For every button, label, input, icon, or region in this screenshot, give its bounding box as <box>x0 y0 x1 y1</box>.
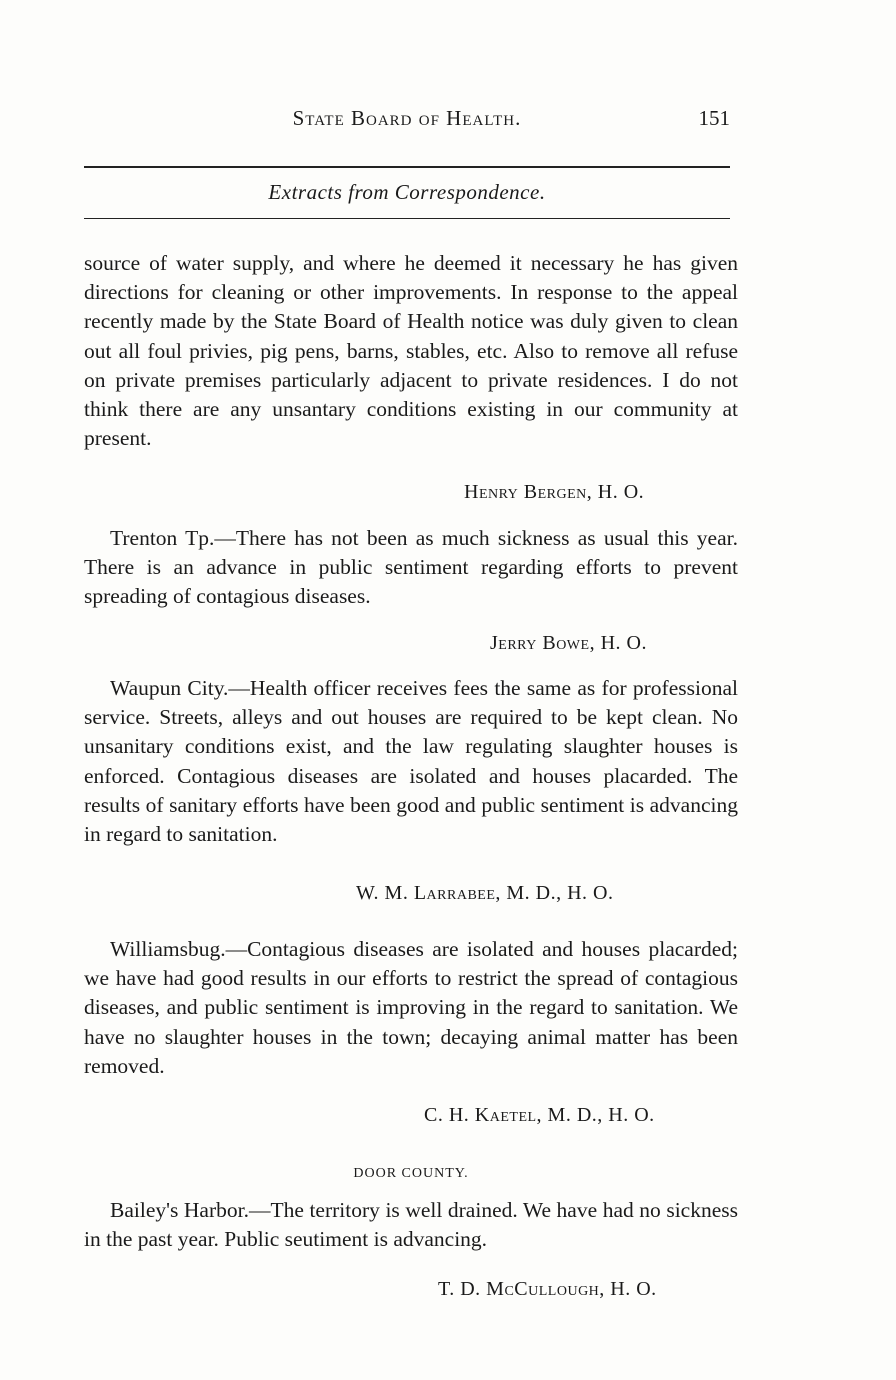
county-heading: DOOR COUNTY. <box>353 1166 469 1181</box>
header-rule-top <box>84 166 730 168</box>
paragraph-continuation: source of water supply, and where he deemed it necessary he has given directions for cleaning or other improvements. In response to the appeal recently made by the State Board of Health notice was duly given to clean out all foul privies, pig pens, barns, stables, etc. Also to remove all refuse on private premises particularly adjacent to private residences. I do not think there are any unsantary conditions existing in our community at present. <box>84 251 738 451</box>
paragraph-waupun-city: Waupun City.—Health officer receives fees the same as for professional service. Streets, alleys and out houses are required to be kept clean. No unsanitary conditions exist, and the law regulating slaughter houses is enforced. Contagious diseases are isolated and houses placarded. The results of sanitary efforts have been good and public sentiment is advancing in regard to sanitation. <box>84 676 738 847</box>
paragraph-williamsbug: Williamsbug.—Contagious diseases are isolated and houses placarded; we have had good results in our efforts to restrict the spread of contagious diseases, and public sentiment is improving in the regard to sanitation. We have no slaughter houses in the town; decaying animal matter has been removed. <box>84 937 738 1078</box>
section-subtitle: Extracts from Correspondence. <box>268 180 546 204</box>
signature-larrabee: W. M. Larrabee, M. D., H. O. <box>356 882 614 904</box>
header-rule-bottom <box>84 218 730 219</box>
signature-mccullough: T. D. McCullough, H. O. <box>438 1278 657 1300</box>
paragraph-trenton: Trenton Tp.—There has not been as much sickness as usual this year. There is an advance in public sentiment regarding efforts to prevent spreading of contagious diseases. <box>84 526 738 609</box>
signature-kaetel: C. H. Kaetel, M. D., H. O. <box>424 1104 655 1126</box>
signature-henry-bergen: Henry Bergen, H. O. <box>464 481 645 503</box>
running-head <box>84 106 730 138</box>
page-number: 151 <box>698 106 730 130</box>
running-title: State Board of Health. <box>292 106 522 130</box>
signature-jerry-bowe: Jerry Bowe, H. O. <box>490 632 647 654</box>
paragraph-baileys-harbor: Bailey's Harbor.—The territory is well drained. We have had no sickness in the past year. Public seutiment is advancing. <box>84 1198 738 1252</box>
